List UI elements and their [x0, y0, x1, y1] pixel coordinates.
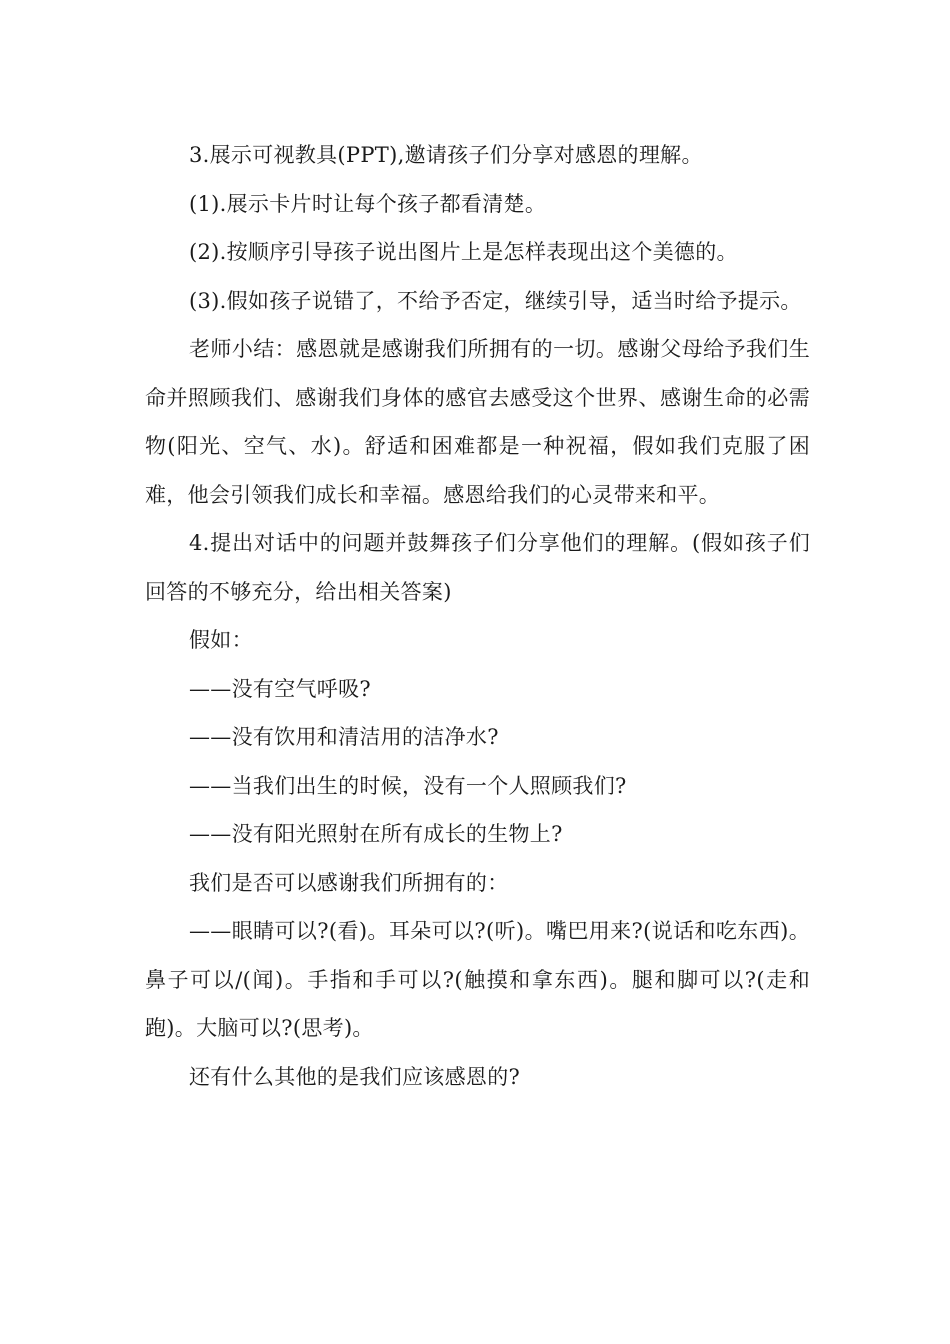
paragraph-substep-1: (1).展示卡片时让每个孩子都看清楚。	[189, 191, 547, 216]
paragraph-question-air: ——没有空气呼吸?	[189, 676, 371, 701]
paragraph-senses: ——眼睛可以?(看)。耳朵可以?(听)。嘴巴用来?(说话和吃东西)。鼻子可以/(闻)。手指和手可以?(触摸和拿东西)。腿和脚可以?(走和跑)。大脑可以?(思考)。	[145, 919, 810, 1040]
paragraph-question-water: ——没有饮用和清洁用的洁净水?	[189, 725, 499, 749]
paragraph-teacher-summary: 老师小结：感恩就是感谢我们所拥有的一切。感谢父母给予我们生命并照顾我们、感谢我们身体的感官去感受这个世界、感谢生命的必需物(阳光、空气、水)。舒适和困难都是一种祝福，假如我们克服了困难，他会引领我们成长和幸福。感恩给我们的心灵带来和平。	[145, 337, 810, 507]
paragraph-closing-question: 还有什么其他的是我们应该感恩的?	[189, 1064, 521, 1089]
paragraph-substep-2: (2).按顺序引导孩子说出图片上是怎样表现出这个美德的。	[189, 240, 738, 264]
paragraph-if: 假如：	[189, 628, 253, 652]
document-body	[145, 131, 810, 1101]
paragraph-step-4: 4.提出对话中的问题并鼓舞孩子们分享他们的理解。(假如孩子们回答的不够充分，给出相关答案)	[145, 531, 810, 604]
paragraph-question-sunlight: ——没有阳光照射在所有成长的生物上?	[189, 822, 563, 846]
paragraph-gratitude-prompt: 我们是否可以感谢我们所拥有的：	[189, 870, 509, 895]
paragraph-step-3: 3.展示可视教具(PPT),邀请孩子们分享对感恩的理解。	[189, 143, 703, 167]
paragraph-substep-3: (3).假如孩子说错了，不给予否定，继续引导，适当时给予提示。	[189, 288, 802, 313]
paragraph-question-care: ——当我们出生的时候，没有一个人照顾我们?	[189, 773, 627, 798]
